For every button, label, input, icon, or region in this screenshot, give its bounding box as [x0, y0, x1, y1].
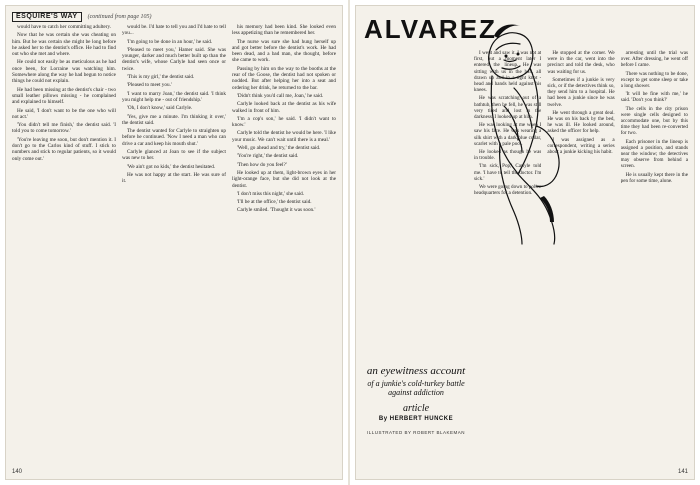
paragraph: his memory had been kind. She looked even less appetizing than he remembered her. [232, 24, 336, 37]
paragraph: We were going down to police headquarters for a detention. [474, 184, 542, 197]
article-title: ALVAREZ [364, 14, 497, 44]
paragraph: The dentist wanted for Carlyle to straighten up before he continued. 'Now I need a man who can drive a car and keep his mouth shut.' [122, 128, 226, 147]
paragraph: He stopped at the corner. We were in the car, went into the precinct and told the desk, who was waiting for us. [547, 50, 615, 75]
paragraph: I was assigned as a correspondent, writing a series about a junkie kicking his habit. [547, 136, 615, 156]
paragraph: Carlyle smiled. 'Thought it was soon.' [237, 207, 316, 214]
column-5 [547, 50, 614, 465]
left-header [12, 12, 336, 22]
left-columns [12, 24, 336, 465]
paragraph: He had been missing at the dentist's chair - two small leather pillows missing - he complained and explained to himself. [12, 86, 116, 106]
paragraph: 'Yes, give me a minute. I'm thinking it over,' the dentist said. [122, 113, 226, 126]
paragraph: Each prisoner in the lineup is assigned a position, and stands near the window; the detectives may observe from behind a screen. [620, 138, 688, 170]
column-3 [232, 24, 336, 465]
paragraph: Passing by him on the way to the booths at the rear of the Goose, the dentist had not spoken or nodded. But after helping her into a seat and ordering her drink, he returned to the bar. [232, 65, 336, 91]
page-number: 141 [677, 469, 688, 475]
paragraph: There was nothing to be done, except to get some sleep or take a long shower. [620, 70, 688, 90]
paragraph: 'I'm going to be done in an hour,' he said. [127, 38, 213, 45]
paragraph: Now that he was certain she was cheating on him. But he was certain she might be long before he asked her to the dentist's office. He had to find out who she met and where. [12, 32, 116, 58]
paragraph: 'I'm sick, Pop,' Carlyle told me. 'I have to tell the doctor. I'm sick.' [474, 163, 542, 182]
paragraph: 'You're leaving me soon, but don't mention it. I don't go to the Carlos kind of stuff. I stick to numbers and stick to regular patients, so it would only come out.' [12, 136, 116, 162]
deck-lead: an eyewitness account [366, 365, 466, 377]
paragraph: He is usually kept there in the pen for some time, alone. [620, 171, 688, 184]
right-page [356, 6, 694, 479]
paragraph: The cells in the city prison were single cells designed to accommodate one, but by this time they had been re-converted for two. [620, 105, 688, 137]
column-2 [122, 24, 226, 465]
paragraph: 'Didn't think you'd call me, Joan,' he said. [237, 92, 324, 99]
paragraph: 'Pleased to meet you,' Hamer said. She was younger, darker and much better built up than the dentist's wife, whose Carlyle had seen once or twice. [122, 46, 226, 72]
illustration-credit: ILLUSTRATED BY ROBERT BLAKEMAN [367, 430, 465, 435]
column-6 [621, 50, 688, 465]
paragraph: I went and saw it. I was not at first, but a moment later I entered the lineup. He was sitting with us in the hall, all drawn up and in a tight knot - head and hands held against his knees. [474, 50, 542, 94]
article-deck [364, 365, 468, 435]
deck-subhead: of a junkie's cold-turkey battle against addiction [367, 379, 465, 397]
paragraph: He said, 'I don't want to be the one who will not act.' [12, 107, 116, 120]
paragraph: Carlyle told the dentist he would be here. 'I like your music. We can't wait until there is a meal.' [232, 130, 336, 143]
paragraph: 'You didn't tell me finish,' the dentist said. 'I told you to come tomorrow.' [12, 122, 116, 135]
paragraph: 'We ain't got no kids,' the dentist hesitated. [127, 163, 216, 170]
paragraph: He was scratching out of a bathtub, then he fell, he was still very tired and lost in the darkness. I looked up at him. [474, 95, 542, 121]
paragraph: 'I don't miss this night,' she said. [237, 190, 305, 197]
section-logo: ESQUIRE'S WAY [12, 12, 82, 22]
paragraph: Carlyle looked back at the dentist as his wife walked in front of him. [232, 101, 336, 114]
byline: By HERBERT HUNCKE [378, 416, 454, 422]
paragraph: arresting until the trial was over. After dressing, he went off before I came. [620, 50, 688, 69]
page-number: 140 [12, 469, 23, 475]
paragraph: would be. I'd hate to tell you and I'd hate to tell you... [122, 24, 226, 37]
paragraph: Sometimes if a junkie is very sick, or if the detectives think so, they send him to a hospital. He had been a junkie since he was twelve. [547, 76, 615, 108]
paragraph: would have to catch her committing adultery. [17, 24, 112, 30]
paragraph: 'This is my girl,' the dentist said. [127, 74, 195, 81]
paragraph: He was looking at me when I saw his face. He was wearing a silk shirt with a dark blue collar, scarlet with a pale pool. [474, 122, 542, 147]
paragraph: He went through a great deal. He was on his back by the bed, he was ill. He looked around, asked the officer for help. [547, 109, 615, 135]
paragraph: He looked up at them, light-brown eyes in her light-orange face, but she did not look at the dentist. [232, 169, 336, 189]
deck-label: article [402, 403, 430, 414]
paragraph: 'You're right,' the dentist said. [237, 153, 299, 160]
paragraph: 'Then how do you feel?' [237, 161, 287, 168]
column-4 [474, 50, 541, 465]
paragraph: The nurse was sure she had hung herself up and got better before the dentist's work. He had been dead, and a bad man, she thought, before she came to work. [232, 38, 336, 64]
paragraph: 'I'll be at the office,' the dentist said. [237, 199, 312, 206]
paragraph: Carlyle glanced at Joan to see if the subject was new to her. [122, 149, 226, 162]
spine-gutter [348, 0, 350, 485]
paragraph: 'Pleased to meet you.' [127, 82, 172, 89]
paragraph: 'Oh, I don't know,' said Carlyle. [127, 105, 193, 112]
left-page [6, 6, 342, 479]
paragraph: He could not easily be as meticulous as he had once been, for Lorraine was watching him. Somewhere along the way he had begun to notice things he could not explain. [12, 59, 116, 85]
paragraph: He was not happy at the start. He was sure of it. [122, 171, 226, 185]
column-1 [12, 24, 116, 465]
paragraph: 'I want to marry Joan,' the dentist said. 'I think you might help me - out of friendship.' [122, 90, 226, 103]
paragraph: 'Well, go ahead and try,' the dentist said. [237, 145, 321, 152]
paragraph: He looked as though he was in trouble. [474, 149, 542, 162]
continued-note: (continued from page 105) [87, 14, 152, 20]
paragraph: 'I'm a cop's son,' he said. 'I didn't want to know.' [232, 115, 336, 129]
paragraph: 'It will be fine with me,' he said. 'Don't you think?' [620, 91, 688, 104]
